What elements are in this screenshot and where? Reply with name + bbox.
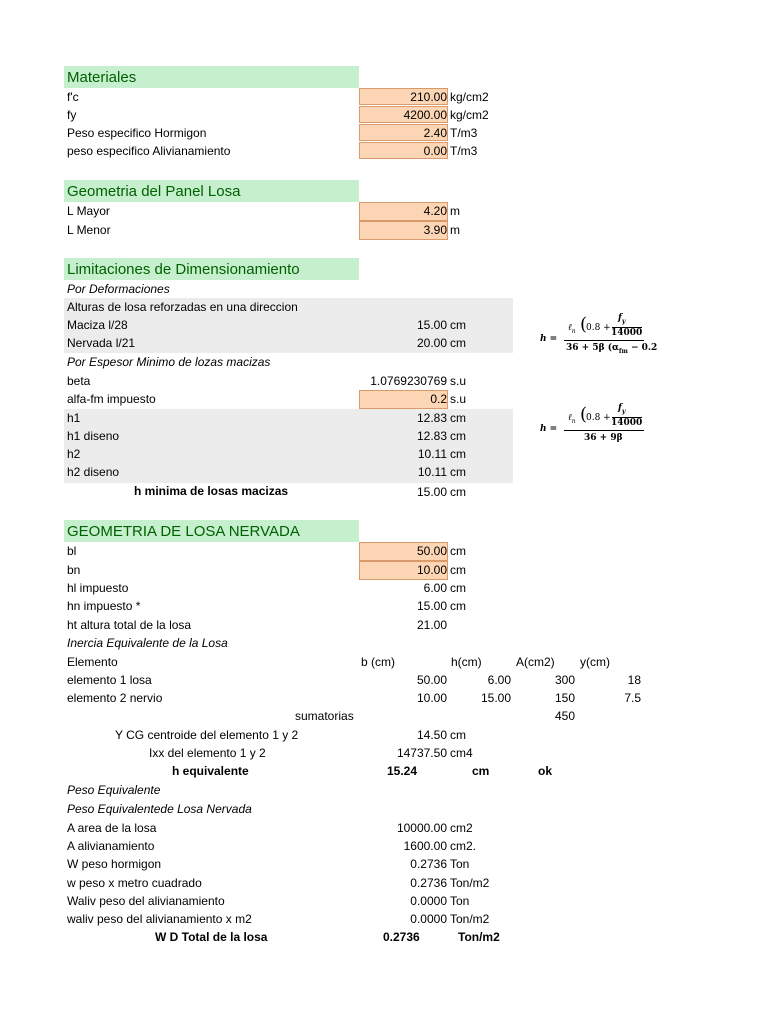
label-peso-hormigon: Peso especifico Hormigon [67,126,207,140]
value-ycg: 14.50 [416,728,447,742]
value-alfa[interactable]: 0.2 [430,392,447,406]
unit-alfa: s.u [450,392,467,406]
cell-el1-h: 6.00 [487,673,511,687]
unit-h1-diseno: cm [450,429,466,443]
unit-beta: s.u [450,374,467,388]
unit-bn: cm [450,563,466,577]
subtitle-por-deformaciones: Por Deformaciones [67,282,170,296]
label-peso-alivianamiento: peso especifico Alivianamiento [67,144,231,158]
value-maciza: 15.00 [416,318,447,332]
unit-peso-hormigon: T/m3 [450,126,478,140]
cell-el2-h: 15.00 [480,691,511,705]
unit-bl: cm [450,544,466,558]
label-ht: ht altura total de la losa [67,618,192,632]
unit-fc: kg/cm2 [450,90,489,104]
label-w-hormigon: W peso hormigon [67,857,162,871]
formula-fy: $f_y$ [618,403,626,415]
section-header-limitaciones [64,258,359,280]
label-l-menor: L Menor [67,223,111,237]
cell-el1-b: 50.00 [416,673,447,687]
value-bn[interactable]: 10.00 [416,563,447,577]
label-waliv: Waliv peso del alivianamiento [67,894,225,908]
header-elemento: Elemento [67,655,118,669]
value-h2-diseno: 10.11 [417,465,447,479]
cell-sum-a: 450 [554,709,576,723]
header-a: A(cm2) [516,655,555,669]
label-ixx: Ixx del elemento 1 y 2 [149,746,266,760]
label-elemento-1: elemento 1 losa [67,673,152,687]
unit-nervada: cm [450,336,466,350]
section-title: Limitaciones de Dimensionamiento [67,261,300,278]
label-ycg: Y CG centroide del elemento 1 y 2 [115,728,299,742]
value-area-losa: 10000.00 [396,821,447,835]
label-elemento-2: elemento 2 nervio [67,691,163,705]
value-hn: 15.00 [416,599,447,613]
unit-h-equivalente: cm [472,764,490,778]
status-ok: ok [538,764,553,778]
label-nervada: Nervada l/21 [67,336,136,350]
header-y: y(cm) [580,655,610,669]
unit-hl: cm [450,581,466,595]
value-l-menor[interactable]: 3.90 [423,223,447,237]
label-l-mayor: L Mayor [67,204,110,218]
formula-image-2 [530,398,644,448]
unit-fy: kg/cm2 [450,108,489,122]
value-waliv: 0.0000 [410,894,447,908]
label-h-minima: h minima de losas macizas [134,484,289,498]
value-h1-diseno: 12.83 [416,429,447,443]
label-h2-diseno: h2 diseno [67,465,120,479]
unit-waliv-m2: Ton/m2 [450,912,490,926]
subtitle-por-espesor: Por Espesor Minimo de lozas macizas [67,355,271,369]
formula-bottom: 36 + 5β ($\alpha_{fm} - 0.2$ [566,343,658,355]
label-fc: f'c [67,90,79,104]
label-beta: beta [67,374,91,388]
section-title: Materiales [67,69,137,86]
label-h1: h1 [67,411,81,425]
label-sumatorias: sumatorias [295,709,354,723]
section-header-geometria-panel [64,180,359,202]
value-ixx: 14737.50 [396,746,447,760]
unit-hn: cm [450,599,466,613]
value-alivianamiento: 1600.00 [403,839,447,853]
unit-w-m2: Ton/m2 [450,876,490,890]
section-header-losa-nervada [64,520,359,542]
formula-ln: ℓ$_n$ [568,413,576,425]
subtitle-peso-losa-nervada: Peso Equivalentede Losa Nervada [67,802,252,816]
value-bl[interactable]: 50.00 [416,544,447,558]
formula-a: 0.8 + [586,323,611,333]
formula-a: 0.8 + [586,413,611,423]
unit-peso-alivianamiento: T/m3 [450,144,478,158]
value-wd-total: 0.2736 [383,930,420,944]
section-title: Geometria del Panel Losa [67,183,241,200]
value-beta: 1.0769230769 [370,374,447,388]
label-hl: hl impuesto [67,581,129,595]
value-fc[interactable]: 210.00 [410,90,447,104]
paren-open: ( [580,404,588,425]
value-h2: 10.11 [417,447,447,461]
formula-h: h = [540,334,558,344]
subtitle-peso-equivalente: Peso Equivalente [67,783,161,797]
subtitle-inercia: Inercia Equivalente de la Losa [67,636,228,650]
label-alturas: Alturas de losa reforzadas en una direccion [67,300,298,314]
value-hl: 6.00 [423,581,447,595]
formula-bottom: 36 + 9β [584,433,623,443]
value-h-equivalente: 15.24 [387,764,418,778]
cell-el1-a: 300 [554,673,576,687]
value-w-m2: 0.2736 [410,876,447,890]
unit-w-hormigon: Ton [450,857,470,871]
value-h1: 12.83 [416,411,447,425]
value-w-hormigon: 0.2736 [410,857,447,871]
label-area-losa: A area de la losa [67,821,157,835]
formula-den: 14000 [611,328,643,338]
cell-el1-y: 18 [627,673,641,687]
unit-ixx: cm4 [450,746,473,760]
formula-h: h = [540,424,558,434]
value-nervada: 20.00 [416,336,447,350]
unit-l-menor: m [450,223,460,237]
label-fy: fy [67,108,77,122]
formula-ln: ℓ$_n$ [568,323,576,335]
fraction-bar [564,430,644,431]
label-h2: h2 [67,447,81,461]
value-peso-alivianamiento[interactable]: 0.00 [423,144,447,158]
label-waliv-m2: waliv peso del alivianamiento x m2 [67,912,252,926]
unit-area-losa: cm2 [450,821,473,835]
label-hn: hn impuesto * [67,599,141,613]
unit-h-minima: cm [450,485,466,499]
fraction-bar [564,340,644,341]
unit-alivianamiento: cm2. [450,839,477,853]
unit-h2: cm [450,447,466,461]
label-wd-total: W D Total de la losa [155,930,268,944]
label-maciza: Maciza l/28 [67,318,128,332]
formula-fy: $f_y$ [618,313,626,325]
unit-maciza: cm [450,318,466,332]
unit-h1: cm [450,411,466,425]
paren-open: ( [580,314,588,335]
value-l-mayor[interactable]: 4.20 [423,204,447,218]
label-w-m2: w peso x metro cuadrado [67,876,202,890]
cell-el2-b: 10.00 [416,691,447,705]
value-fy[interactable]: 4200.00 [403,108,447,122]
cell-el2-y: 7.5 [624,691,641,705]
unit-l-mayor: m [450,204,460,218]
header-h: h(cm) [451,655,482,669]
header-b: b (cm) [361,655,395,669]
label-h-equivalente: h equivalente [172,764,249,778]
value-h-minima: 15.00 [416,485,447,499]
section-title: GEOMETRIA DE LOSA NERVADA [67,523,300,540]
label-alivianamiento: A alivianamiento [67,839,155,853]
unit-wd-total: Ton/m2 [458,930,500,944]
unit-h2-diseno: cm [450,465,466,479]
label-bn: bn [67,563,81,577]
label-h1-diseno: h1 diseno [67,429,120,443]
section-header-materiales [64,66,359,88]
formula-den: 14000 [611,418,643,428]
formula-image-1 [530,308,658,358]
label-alfa: alfa-fm impuesto [67,392,156,406]
value-peso-hormigon[interactable]: 2.40 [423,126,447,140]
unit-ycg: cm [450,728,466,742]
cell-el2-a: 150 [554,691,576,705]
value-waliv-m2: 0.0000 [410,912,447,926]
unit-waliv: Ton [450,894,470,908]
label-bl: bl [67,544,77,558]
value-ht: 21.00 [416,618,447,632]
